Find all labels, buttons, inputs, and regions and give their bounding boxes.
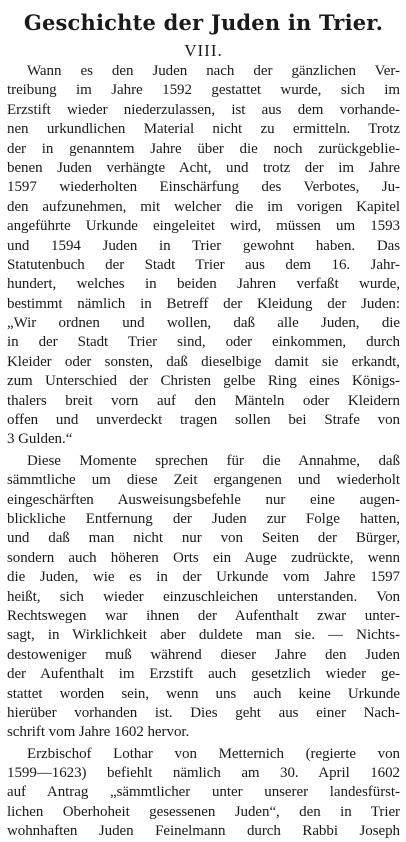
text-line: Erzbischof Lothar von Metternich (regierte von — [27, 745, 400, 762]
text-line: blickliche Entfernung der Juden zur Folge hatten, — [7, 510, 400, 527]
text-line: lichen Oberhoheit gesessenen Juden“, den in Trier — [7, 803, 400, 820]
text-line: Diese Momente sprechen für die Annahme, daß — [27, 452, 400, 469]
text-line: 1597 wiederholten Einschärfung des Verbotes, Ju- — [7, 179, 400, 196]
text-line: in der Stadt Trier sind, oder einkommen, durch — [7, 334, 400, 351]
text-line: „Wir ordnen und wollen, daß alle Juden, die — [7, 315, 400, 332]
text-line: Wann es den Juden nach der gänzlichen Ver- — [27, 63, 400, 79]
text-line: sondern auch höheren Orts ein Auge zudrückte, wenn — [7, 549, 400, 566]
text-line: wohnhaften Juden Feinelmann durch Rabbi Joseph — [7, 823, 400, 840]
text-line: bestimmt nämlich in Betreff der Kleidung der Juden: — [7, 295, 400, 312]
text-line: thalers breit vorn auf den Mänteln oder Kleidern — [7, 392, 400, 409]
section-number: VIII. — [184, 41, 223, 60]
text-line: angeführte Urkunde eingeleitet wird, müssen um 1593 — [7, 218, 400, 235]
text-line: treibung im Jahre 1592 gestattet wurde, sich im — [7, 82, 400, 99]
text-line: 1599—1623) befiehlt nämlich am 30. April 1602 — [7, 765, 400, 782]
text-line: zum Unterschied der Christen gelbe Ring eines Königs- — [7, 373, 400, 390]
paragraph — [7, 452, 400, 743]
text-line: sagt, in Wirklichkeit aber duldete man sie. — Nichts- — [7, 627, 400, 644]
text-line: den aufzunehmen, mit welcher die im vorigen Kapitel — [7, 198, 400, 215]
text-line: destoweniger muß während dieser Jahre den Juden — [7, 646, 400, 663]
text-line: der Aufenthalt im Erzstift auch gesetzlich wieder ge- — [7, 666, 400, 683]
text-line: hierüber vorhanden ist. Dies geht aus einer Nach- — [7, 704, 400, 721]
paragraph — [7, 62, 400, 450]
paragraph — [7, 745, 400, 842]
text-line: benen Juden verhängte Acht, und trotz der im Jahre — [7, 159, 400, 176]
text-line: der in genanntem Jahre über die noch zurückgeblie- — [7, 140, 400, 157]
text-line: Statutenbuch der Stadt Trier aus dem 16. Jahr- — [7, 256, 400, 273]
text-line: 3 Gulden.“ — [7, 431, 73, 448]
text-line: auf Antrag „sämmtlicher unter unserer landesfürst- — [7, 784, 400, 801]
article-title: Geschichte der Juden in Trier. — [23, 10, 384, 35]
article-body — [7, 62, 400, 842]
text-line: nen urkundlichen Material nicht zu ermitteln. Trotz — [7, 121, 400, 138]
text-line: schrift vom Jahre 1602 hervor. — [7, 724, 190, 741]
text-line: Kleider oder sonsten, daß dieselbige damit sie erkandt, — [7, 353, 400, 370]
text-line: stattet worden sein, wenn uns auch keine Urkunde — [7, 685, 400, 702]
text-line: offen und unverdeckt tragen sollen bei Strafe von — [7, 412, 400, 429]
text-line: hundert, welches in beiden Jahren verfaßt wurde, — [7, 276, 400, 293]
text-line: Erzstift wieder niederzulassen, ist aus dem vorhande- — [7, 101, 400, 118]
text-line: sämmtliche um diese Zeit ergangenen und wiederholt — [7, 472, 400, 489]
text-line: eingeschärften Ausweisungsbefehle nur eine augen- — [7, 491, 400, 508]
text-line: heißt, sich wieder einzuschleichen unterstanden. Von — [7, 588, 400, 605]
text-line: die Juden, wie es in der Urkunde vom Jahre 1597 — [7, 569, 400, 586]
text-line: und daß man nicht nur von Seiten der Bürger, — [7, 530, 400, 547]
text-line: und 1594 Juden in Trier gewohnt haben. Das — [7, 237, 400, 254]
text-line: Rechtswegen war ihnen der Aufenthalt zwar unter- — [7, 607, 400, 624]
